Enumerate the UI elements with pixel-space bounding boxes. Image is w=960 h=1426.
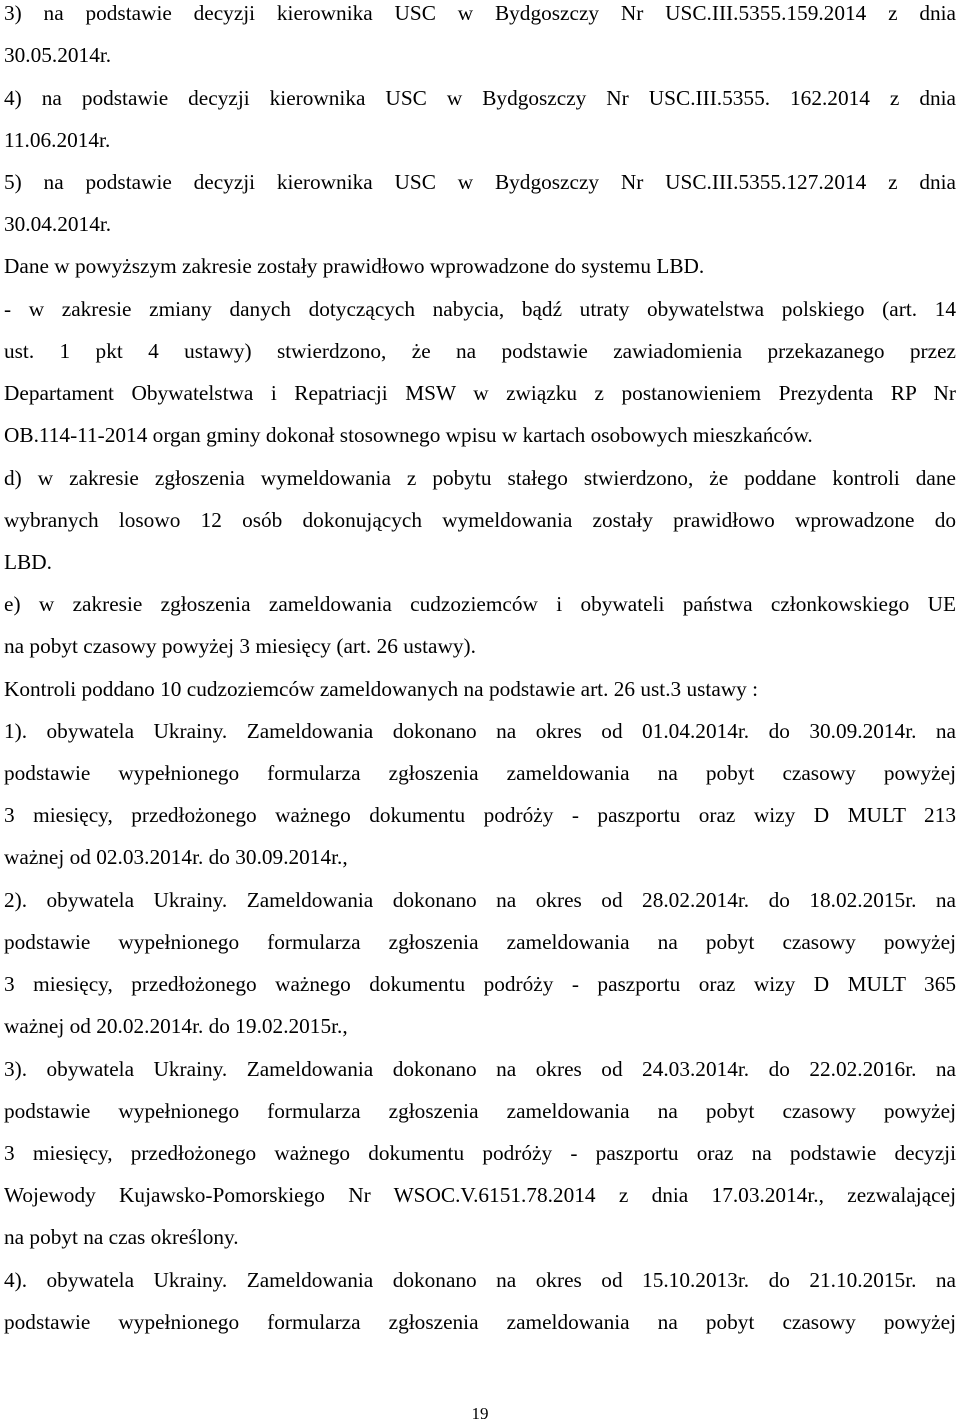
text-line: 3 miesięcy, przedłożonego ważnego dokumentu podróży - paszportu oraz wizy D MULT 213 [4, 803, 956, 827]
text-line: ważnej od 20.02.2014r. do 19.02.2015r., [4, 1014, 348, 1038]
text-line: d) w zakresie zgłoszenia wymeldowania z pobytu stałego stwierdzono, że poddane kontroli dane [4, 466, 956, 490]
text-line: podstawie wypełnionego formularza zgłoszenia zameldowania na pobyt czasowy powyżej [4, 1099, 956, 1123]
text-line: podstawie wypełnionego formularza zgłoszenia zameldowania na pobyt czasowy powyżej [4, 930, 956, 954]
text-line: Dane w powyższym zakresie zostały prawidłowo wprowadzone do systemu LBD. [4, 254, 705, 278]
text-line: 3 miesięcy, przedłożonego ważnego dokumentu podróży - paszportu oraz wizy D MULT 365 [4, 972, 956, 996]
text-line: 3 miesięcy, przedłożonego ważnego dokumentu podróży - paszportu oraz na podstawie decyzji [4, 1141, 956, 1165]
text-line: 1). obywatela Ukrainy. Zameldowania dokonano na okres od 01.04.2014r. do 30.09.2014r. na [4, 719, 956, 743]
text-line: - w zakresie zmiany danych dotyczących nabycia, bądź utraty obywatelstwa polskiego (art. 14 [4, 297, 956, 321]
text-line: OB.114-11-2014 organ gminy dokonał stosownego wpisu w kartach osobowych mieszkańców. [4, 423, 813, 447]
text-line: 3). obywatela Ukrainy. Zameldowania dokonano na okres od 24.03.2014r. do 22.02.2016r. na [4, 1057, 956, 1081]
text-line: na pobyt czasowy powyżej 3 miesięcy (art. 26 ustawy). [4, 634, 476, 658]
text-line: 11.06.2014r. [4, 128, 111, 152]
text-line: 30.04.2014r. [4, 212, 112, 236]
text-line: podstawie wypełnionego formularza zgłoszenia zameldowania na pobyt czasowy powyżej [4, 761, 956, 785]
page-number: 19 [471, 1404, 489, 1423]
text-line: Kontroli poddano 10 cudzoziemców zameldowanych na podstawie art. 26 ust.3 ustawy : [4, 677, 759, 701]
text-line: e) w zakresie zgłoszenia zameldowania cudzoziemców i obywateli państwa członkowskiego UE [4, 592, 956, 616]
text-line: 3) na podstawie decyzji kierownika USC w Bydgoszczy Nr USC.III.5355.159.2014 z dnia [4, 1, 956, 25]
text-line: 30.05.2014r. [4, 43, 112, 67]
text-line: 4) na podstawie decyzji kierownika USC w Bydgoszczy Nr USC.III.5355. 162.2014 z dnia [4, 86, 956, 110]
text-line: Departament Obywatelstwa i Repatriacji MSW w związku z postanowieniem Prezydenta RP Nr [4, 381, 956, 405]
text-line: 4). obywatela Ukrainy. Zameldowania dokonano na okres od 15.10.2013r. do 21.10.2015r. na [4, 1268, 956, 1292]
text-line: ust. 1 pkt 4 ustawy) stwierdzono, że na podstawie zawiadomienia przekazanego przez [4, 339, 956, 363]
text-line: 5) na podstawie decyzji kierownika USC w Bydgoszczy Nr USC.III.5355.127.2014 z dnia [4, 170, 956, 194]
text-line: Wojewody Kujawsko-Pomorskiego Nr WSOC.V.6151.78.2014 z dnia 17.03.2014r., zezwalającej [4, 1183, 956, 1207]
text-line: wybranych losowo 12 osób dokonujących wymeldowania zostały prawidłowo wprowadzone do [4, 508, 956, 532]
text-line: podstawie wypełnionego formularza zgłoszenia zameldowania na pobyt czasowy powyżej [4, 1310, 956, 1334]
text-line: LBD. [4, 550, 52, 574]
text-line: 2). obywatela Ukrainy. Zameldowania dokonano na okres od 28.02.2014r. do 18.02.2015r. na [4, 888, 956, 912]
text-line: na pobyt na czas określony. [4, 1225, 239, 1249]
text-line: ważnej od 02.03.2014r. do 30.09.2014r., [4, 845, 348, 869]
